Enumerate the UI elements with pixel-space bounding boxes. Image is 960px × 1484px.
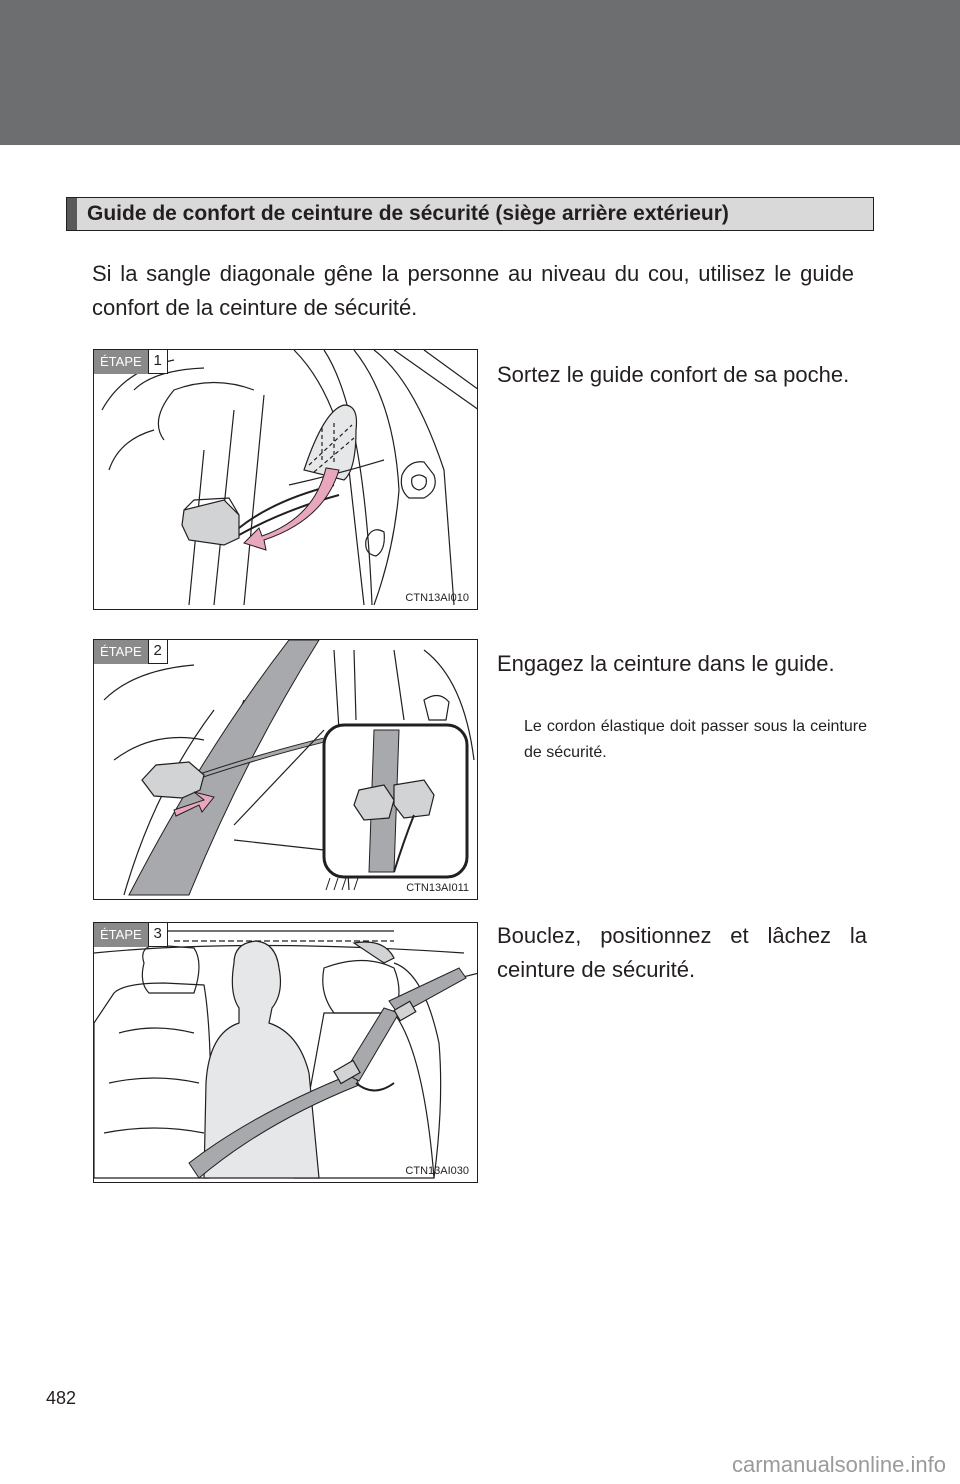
step-1-illustration — [93, 349, 478, 610]
section-title: Guide de confort de ceinture de sécurité (siège arrière extérieur) — [87, 202, 729, 225]
step-1-badge — [94, 350, 168, 374]
step-3-instruction: Bouclez, positionnez et lâchez la ceinture de sécurité. — [497, 923, 867, 982]
step-3-badge — [94, 923, 168, 947]
step-number: 2 — [148, 640, 168, 664]
page-number: 482 — [46, 1388, 77, 1408]
step-number: 3 — [148, 923, 168, 947]
step-2-illustration — [93, 639, 478, 900]
step-number: 1 — [148, 350, 168, 374]
step-2-badge — [94, 640, 168, 664]
heading-accent-bar — [67, 198, 77, 230]
step-2-instruction: Engagez la ceinture dans le guide. — [497, 651, 835, 676]
step-label: ÉTAPE — [94, 640, 148, 664]
pink-arrow-icon — [244, 468, 339, 550]
top-band — [0, 0, 960, 145]
step-1-instruction: Sortez le guide confort de sa poche. — [497, 362, 850, 387]
step-3-illustration — [93, 922, 478, 1183]
figure-code: CTN13AI010 — [405, 592, 469, 604]
step-label: ÉTAPE — [94, 350, 148, 374]
seat-pocket-drawing — [94, 350, 478, 610]
section-heading — [66, 197, 874, 231]
seated-passenger-drawing — [94, 923, 478, 1183]
belt-guide-drawing — [94, 640, 478, 900]
step-label: ÉTAPE — [94, 923, 148, 947]
figure-code: CTN13AI011 — [406, 882, 469, 894]
step-2-note: Le cordon élastique doit passer sous la ceinture de sécurité. — [524, 718, 867, 761]
figure-code: CTN13AI030 — [405, 1165, 469, 1177]
watermark: carmanualsonline.info — [731, 1452, 946, 1477]
intro-paragraph: Si la sangle diagonale gêne la personne au niveau du cou, utilisez le guide confort de la ceinture de sécurité. — [92, 261, 854, 320]
